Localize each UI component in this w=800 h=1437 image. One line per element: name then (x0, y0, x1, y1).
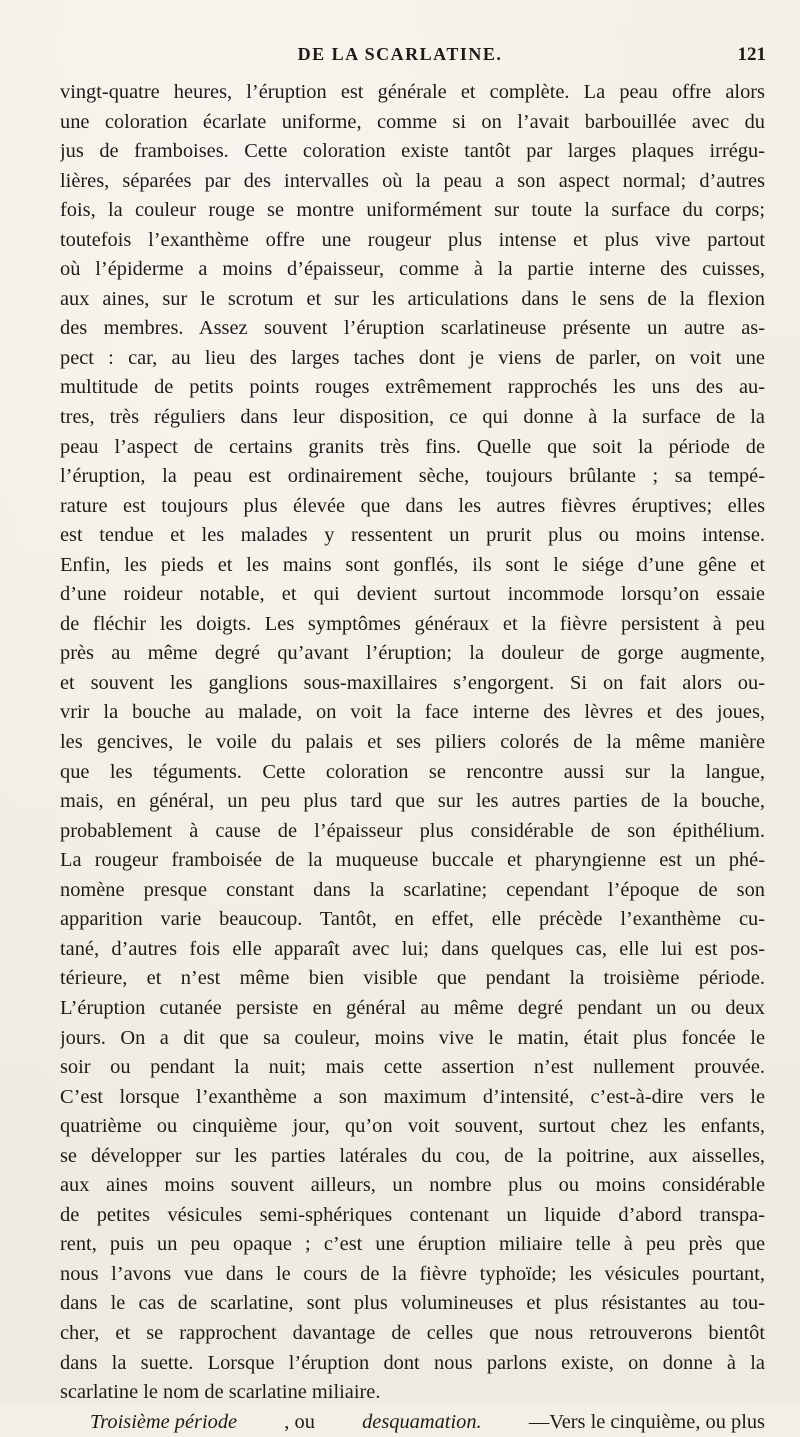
section-continuation: —Vers le cinquième, ou plus (528, 1410, 765, 1433)
text-line: aux aines, sur le scrotum et sur les articulations dans le sens de la flexion (60, 287, 765, 310)
text-line: est tendue et les malades y ressentent un prurit plus ou moins intense. (60, 524, 765, 547)
text-line: vingt-quatre heures, l’éruption est générale et complète. La peau offre alors (60, 81, 765, 103)
text-line: aux aines moins souvent ailleurs, un nombre plus ou moins considérable (60, 1174, 765, 1197)
text-line: cher, et se rapprochent davantage de celles que nous retrouverons bientôt (60, 1321, 765, 1344)
text-line: La rougeur framboisée de la muqueuse buccale et pharyngienne est un phé- (60, 849, 765, 872)
text-line: tané, d’autres fois elle apparaît avec lui; dans quelques cas, elle lui est pos- (60, 937, 765, 960)
text-line: de fléchir les doigts. Les symptômes généraux et la fièvre persistent à peu (60, 612, 765, 635)
text-line: l’éruption, la peau est ordinairement sèche, toujours brûlante ; sa tempé- (60, 465, 765, 488)
section-title: Troisième période (90, 1410, 238, 1433)
page-header (0, 44, 800, 68)
text-line: fois, la couleur rouge se montre uniformément sur toute la surface du corps; (60, 199, 765, 222)
text-line: pect : car, au lieu des larges taches dont je viens de parler, on voit une (60, 346, 765, 369)
section-subtitle: desquamation. (362, 1410, 482, 1433)
text-line: tres, très réguliers dans leur disposition, ce qui donne à la surface de la (60, 406, 765, 429)
text-line: toutefois l’exanthème offre une rougeur plus intense et plus vive partout (60, 228, 765, 251)
page-number: 121 (737, 44, 766, 65)
text-line: dans le cas de scarlatine, sont plus volumineuses et plus résistantes au tou- (60, 1292, 765, 1315)
text-line: L’éruption cutanée persiste en général au même degré pendant un ou deux (60, 996, 765, 1019)
text-line: rent, puis un peu opaque ; c’est une éruption miliaire telle à peu près que (60, 1233, 765, 1256)
text-line: multitude de petits points rouges extrêmement rapprochés les uns des au- (60, 376, 765, 399)
text-line: apparition varie beaucoup. Tantôt, en effet, elle précède l’exanthème cu- (60, 908, 765, 931)
text-line: nous l’avons vue dans le cours de la fièvre typhoïde; les vésicules pourtant, (60, 1262, 765, 1285)
text-line: jus de framboises. Cette coloration existe tantôt par larges plaques irrégu- (60, 140, 765, 163)
body-text (60, 78, 765, 1437)
text-line: des membres. Assez souvent l’éruption scarlatineuse présente un autre as- (60, 317, 765, 340)
text-line: dans la suette. Lorsque l’éruption dont nous parlons existe, on donne à la (60, 1351, 765, 1374)
text-line: C’est lorsque l’exanthème a son maximum d’intensité, c’est-à-dire vers le (60, 1085, 765, 1108)
text-line: où l’épiderme a moins d’épaisseur, comme à la partie interne des cuisses, (60, 258, 765, 281)
running-title: DE LA SCARLATINE. (297, 44, 503, 64)
text-line: probablement à cause de l’épaisseur plus considérable de son épithélium. (60, 819, 765, 842)
text-line: lières, séparées par des intervalles où la peau a son aspect normal; d’autres (60, 169, 765, 192)
text-line: Enfin, les pieds et les mains sont gonflés, ils sont le siége d’une gêne et (60, 553, 765, 576)
section-heading-line (60, 1408, 765, 1437)
text-line: de petites vésicules semi-sphériques contenant un liquide d’abord transpa- (60, 1203, 765, 1226)
text-line: vrir la bouche au malade, on voit la face interne des lèvres et des joues, (60, 701, 765, 724)
text-line: que les téguments. Cette coloration se rencontre aussi sur la langue, (60, 760, 765, 783)
text-line: peau l’aspect de certains granits très fins. Quelle que soit la période de (60, 435, 765, 458)
text-line: et souvent les ganglions sous-maxillaires s’engorgent. Si on fait alors ou- (60, 671, 765, 694)
text-line: quatrième ou cinquième jour, qu’on voit souvent, surtout chez les enfants, (60, 1115, 765, 1138)
text-line: près au même degré qu’avant l’éruption; la douleur de gorge augmente, (60, 642, 765, 665)
section-conjunction: , ou (284, 1410, 315, 1433)
text-line: les gencives, le voile du palais et ses piliers colorés de la même manière (60, 731, 765, 754)
text-line: jours. On a dit que sa couleur, moins vive le matin, était plus foncée le (60, 1026, 765, 1049)
text-line: térieure, et n’est même bien visible que pendant la troisième période. (60, 967, 765, 990)
text-line: soir ou pendant la nuit; mais cette assertion n’est nullement prouvée. (60, 1056, 765, 1079)
text-line: une coloration écarlate uniforme, comme si on l’avait barbouillée avec du (60, 110, 765, 133)
text-line: nomène presque constant dans la scarlatine; cependant l’époque de son (60, 878, 765, 901)
text-line: se développer sur les parties latérales du cou, de la poitrine, aux aisselles, (60, 1144, 765, 1167)
text-line: mais, en général, un peu plus tard que sur les autres parties de la bouche, (60, 790, 765, 813)
text-line: rature est toujours plus élevée que dans les autres fièvres éruptives; elles (60, 494, 765, 517)
text-line: scarlatine le nom de scarlatine miliaire. (60, 1381, 381, 1404)
text-line: d’une roideur notable, et qui devient surtout incommode lorsqu’on essaie (60, 583, 765, 606)
